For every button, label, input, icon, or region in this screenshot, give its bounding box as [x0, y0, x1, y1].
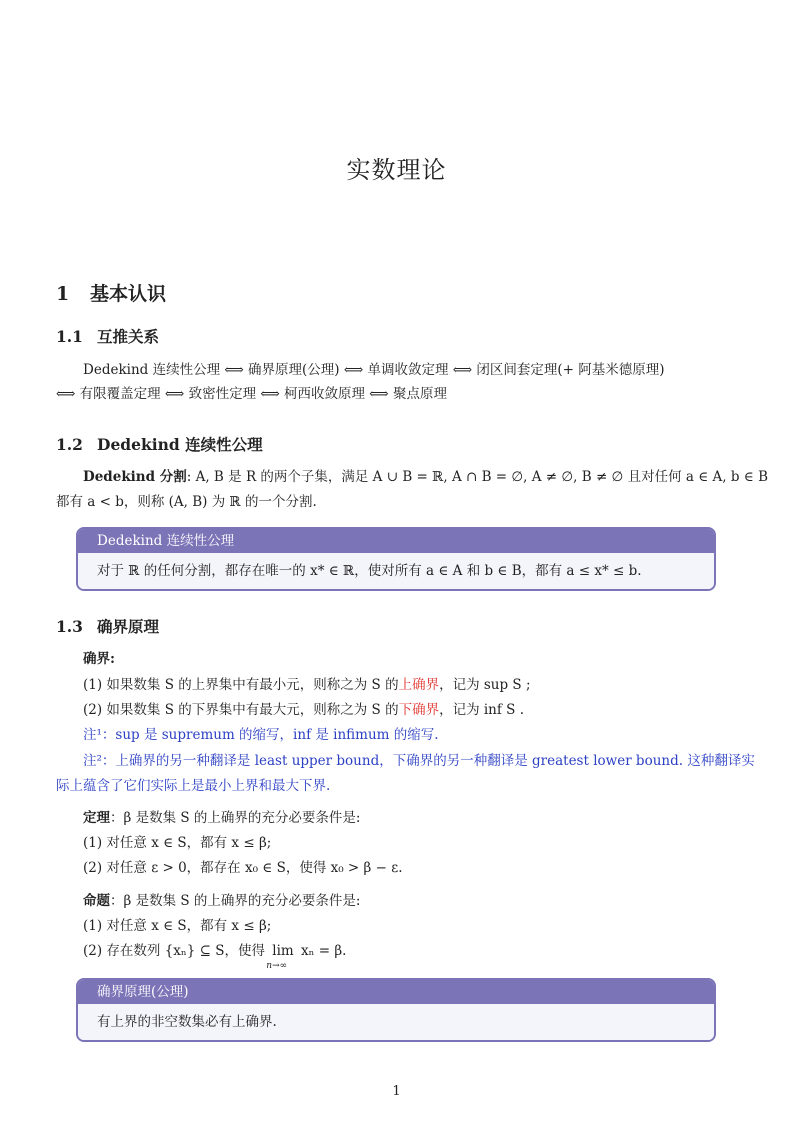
theorem-item-1: (1) 对任意 x ∈ S，都有 x ≤ β; [83, 835, 272, 851]
page-number: 1 [392, 1084, 401, 1099]
subsection-title: 互推关系 [97, 327, 160, 346]
axiom-box-supremum [76, 978, 716, 1042]
section-number: 1 [56, 283, 70, 305]
proposition-label: 命题 [83, 893, 110, 909]
bound-item-2 [83, 701, 524, 719]
axiom-box-title: 确界原理(公理) [78, 980, 714, 1004]
proposition-item-2 [83, 942, 347, 971]
theorem-text: ：β 是数集 S 的上确界的充分必要条件是: [110, 810, 361, 826]
note-1: 注¹：sup 是 supremum 的缩写，inf 是 infimum 的缩写. [83, 727, 439, 743]
subsection-heading-1-1 [56, 325, 159, 347]
note-2-line-1: 注²：上确界的另一种翻译是 least upper bound，下确界的另一种翻译是 greatest lower bound. 这种翻译实 [83, 753, 755, 769]
dedekind-cut-definition-cont: 都有 a < b，则称 (A, B) 为 ℝ 的一个分割. [56, 494, 317, 510]
bound-item-text: ，记为 inf S . [439, 702, 525, 718]
proposition-item-1: (1) 对任意 x ∈ S，都有 x ≤ β; [83, 918, 272, 934]
proposition-statement [83, 892, 360, 910]
theorem-label: 定理 [83, 810, 110, 826]
axiom-box-body: 对于 ℝ 的任何分割，都存在唯一的 x* ∈ ℝ，使对所有 a ∈ A 和 b ∈ B，都有 a ≤ x* ≤ b. [78, 553, 714, 589]
proposition-item-text: (2) 存在数列 {xₙ} ⊆ S，使得 [83, 943, 265, 959]
subsection-title: 确界原理 [97, 617, 160, 636]
proposition-item-text: xₙ = β. [301, 943, 347, 959]
definition-text: : A, B 是 R 的两个子集，满足 A ∪ B = ℝ, A ∩ B = ∅, A ≠ ∅, B ≠ ∅ 且对任何 a ∈ A, b ∈ B [186, 469, 768, 485]
limit-subscript: n→∞ [266, 961, 288, 971]
equivalence-line-1: Dedekind 连续性公理 ⟺ 确界原理(公理) ⟺ 单调收敛定理 ⟺ 闭区间套定理(+ 阿基米德原理) [83, 362, 665, 378]
axiom-box-body: 有上界的非空数集必有上确界. [78, 1004, 714, 1040]
subsection-number: 1.1 [56, 327, 83, 346]
proposition-text: ：β 是数集 S 的上确界的充分必要条件是: [110, 893, 361, 909]
bound-item-text: (2) 如果数集 S 的下界集中有最大元，则称之为 S 的 [83, 702, 399, 718]
section-heading [56, 279, 166, 306]
bound-item-1 [83, 676, 531, 694]
bound-item-text: (1) 如果数集 S 的上界集中有最小元，则称之为 S 的 [83, 677, 399, 693]
theorem-statement [83, 809, 360, 827]
subsection-number: 1.3 [56, 617, 83, 636]
subsection-heading-1-2 [56, 433, 263, 455]
axiom-box-dedekind [76, 527, 716, 591]
section-title: 基本认识 [90, 283, 167, 305]
note-2-line-2: 际上蕴含了它们实际上是最小上界和最大下界. [56, 778, 331, 794]
highlight-sup: 上确界 [398, 677, 440, 693]
equivalence-line-2: ⟺ 有限覆盖定理 ⟺ 致密性定理 ⟺ 柯西收敛原理 ⟺ 聚点原理 [56, 386, 447, 402]
dedekind-cut-definition [83, 468, 768, 486]
limit-operator [266, 942, 294, 971]
bound-label: 确界: [83, 651, 115, 667]
highlight-inf: 下确界 [398, 702, 440, 718]
axiom-box-title: Dedekind 连续性公理 [78, 529, 714, 553]
subsection-title: Dedekind 连续性公理 [97, 435, 263, 454]
document-title: 实数理论 [346, 156, 447, 184]
limit-text: lim [272, 943, 294, 959]
subsection-heading-1-3 [56, 615, 159, 637]
theorem-item-2: (2) 对任意 ε > 0，都存在 x₀ ∈ S，使得 x₀ > β − ε. [83, 860, 403, 876]
definition-label: Dedekind 分割 [83, 469, 187, 485]
bound-item-text: ，记为 sup S ; [439, 677, 531, 693]
subsection-number: 1.2 [56, 435, 83, 454]
